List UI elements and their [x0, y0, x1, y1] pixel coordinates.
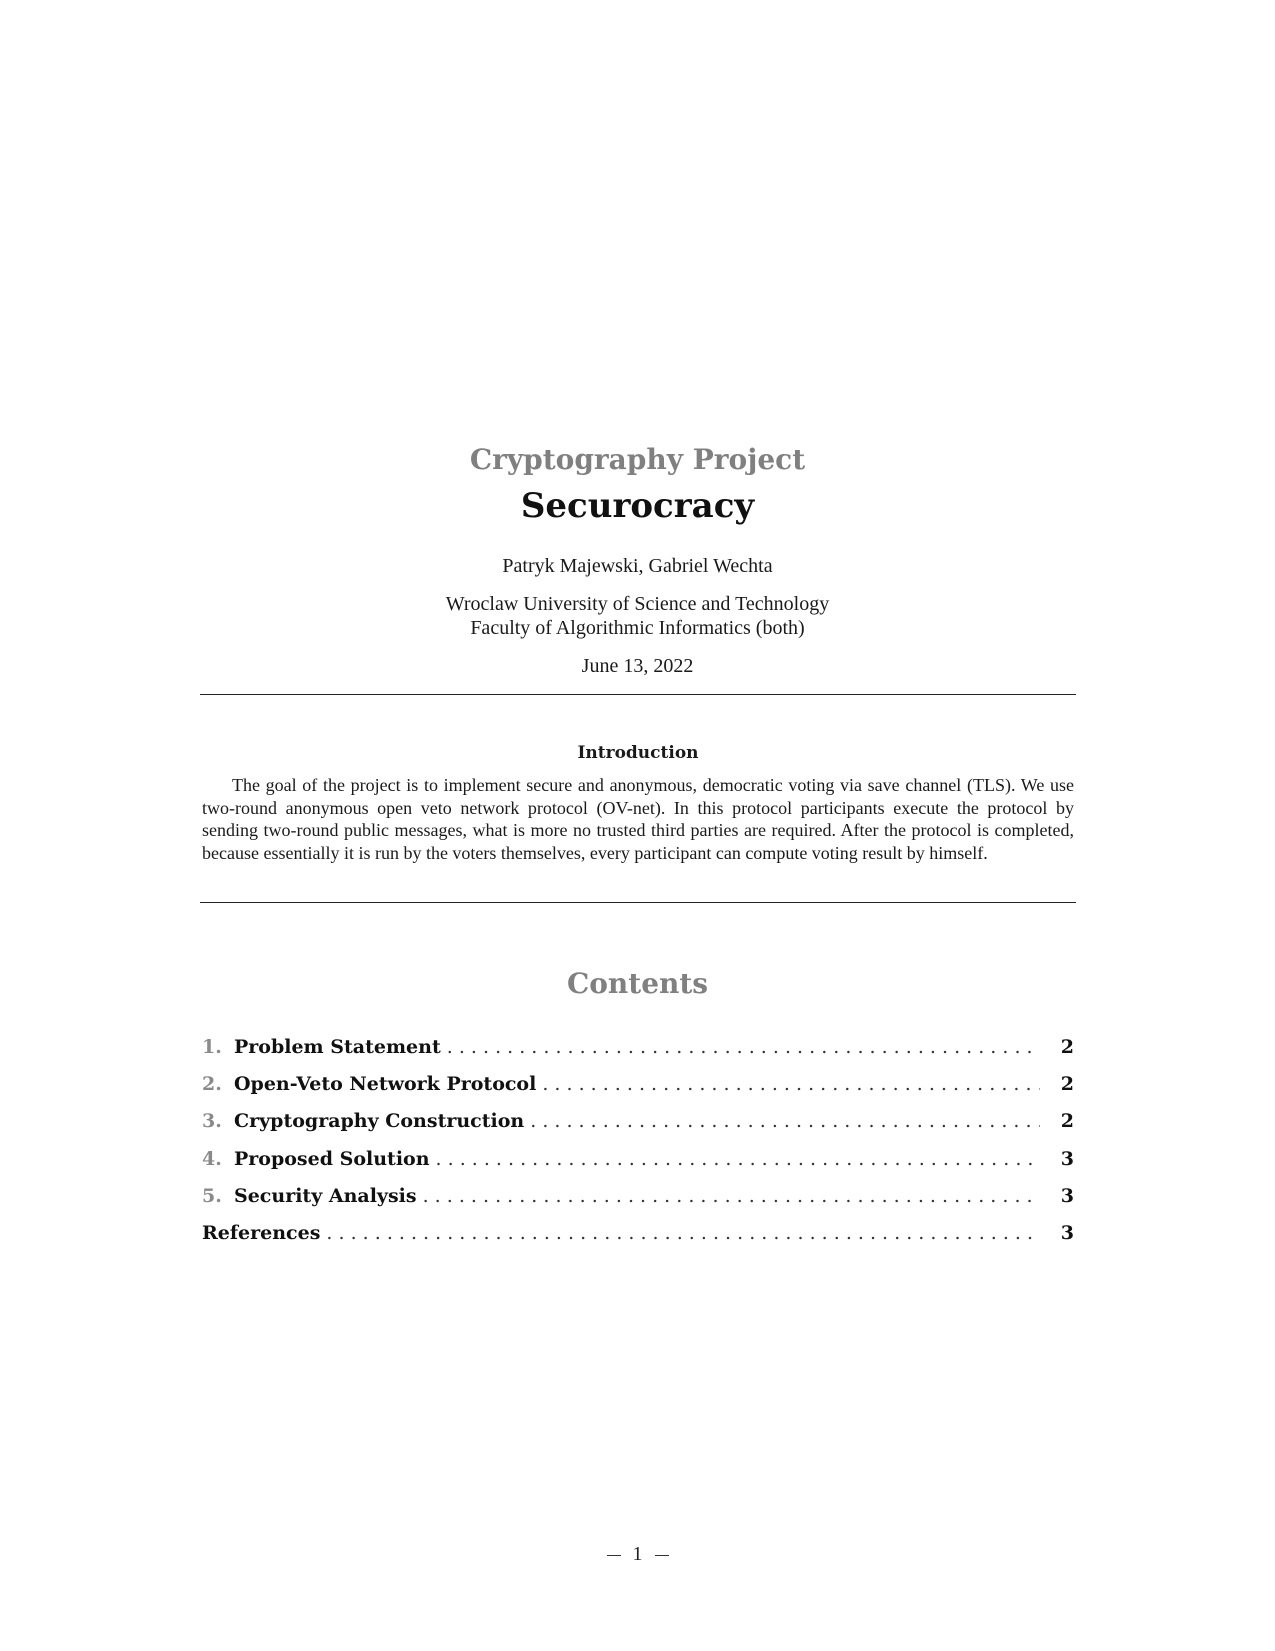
- table-of-contents: [202, 1036, 1074, 1259]
- toc-leader-dots: [447, 1036, 1040, 1058]
- toc-heading: Contents: [566, 967, 709, 1000]
- toc-entry-title[interactable]: Proposed Solution: [234, 1147, 430, 1170]
- toc-entry-references[interactable]: [202, 1222, 1074, 1259]
- toc-entry[interactable]: [202, 1036, 1074, 1073]
- toc-entry-page[interactable]: 3: [1060, 1221, 1074, 1244]
- page-footer: [0, 1543, 1275, 1566]
- divider-top: [200, 694, 1076, 695]
- toc-leader-dots: [326, 1222, 1040, 1244]
- toc-leader-dots: [542, 1073, 1040, 1095]
- affiliation-line-2: Faculty of Algorithmic Informatics (both): [470, 617, 805, 639]
- affiliation: [0, 592, 1275, 640]
- abstract-section: [202, 742, 1074, 864]
- divider-bottom: [200, 902, 1076, 903]
- toc-leader-dots: [423, 1185, 1040, 1207]
- toc-entry-title[interactable]: References: [202, 1221, 321, 1244]
- toc-entry-number: 3.: [202, 1110, 222, 1133]
- authors: Patryk Majewski, Gabriel Wechta: [502, 555, 773, 577]
- toc-entry-title[interactable]: Cryptography Construction: [234, 1110, 525, 1133]
- document-date: June 13, 2022: [581, 655, 694, 677]
- toc-entry-number: 2.: [202, 1073, 222, 1096]
- toc-entry-title[interactable]: Open-Veto Network Protocol: [234, 1073, 537, 1096]
- toc-entry[interactable]: [202, 1110, 1074, 1147]
- toc-leader-dots: [530, 1110, 1040, 1132]
- toc-entry-page[interactable]: 3: [1060, 1184, 1074, 1207]
- toc-entry-title[interactable]: Problem Statement: [234, 1036, 441, 1058]
- page-number: 1: [632, 1543, 643, 1565]
- toc-entry-title[interactable]: Security Analysis: [234, 1184, 417, 1207]
- toc-entry-page[interactable]: 3: [1060, 1147, 1074, 1170]
- abstract-heading: Introduction: [577, 743, 699, 763]
- footer-dash-right: [655, 1555, 669, 1556]
- affiliation-line-1: Wroclaw University of Science and Technology: [445, 593, 830, 615]
- toc-entry[interactable]: [202, 1148, 1074, 1185]
- toc-entry[interactable]: [202, 1185, 1074, 1222]
- abstract-text: The goal of the project is to implement secure and anonymous, democratic voting via save channel (TLS). We use two-round anonymous open veto network protocol (OV-net). In this protocol participants execute the protocol by sending two-round public messages, what is more no trusted third parties are required. After the protocol is completed, because essentially it is run by the voters themselves, every participant can compute voting result by himself.: [202, 775, 1074, 863]
- toc-leader-dots: [436, 1148, 1040, 1170]
- toc-entry-number: 5.: [202, 1184, 222, 1207]
- toc-entry-number: 4.: [202, 1147, 222, 1170]
- toc-entry-page[interactable]: 2: [1060, 1110, 1074, 1133]
- toc-entry-page[interactable]: 2: [1060, 1036, 1074, 1058]
- project-kicker: Cryptography Project: [469, 443, 806, 476]
- toc-entry-page[interactable]: 2: [1060, 1073, 1074, 1096]
- toc-entry[interactable]: [202, 1073, 1074, 1110]
- footer-dash-left: [607, 1555, 621, 1556]
- title-block: [0, 442, 1275, 678]
- document-title: Securocracy: [520, 486, 755, 526]
- toc-entry-number: 1.: [202, 1036, 222, 1058]
